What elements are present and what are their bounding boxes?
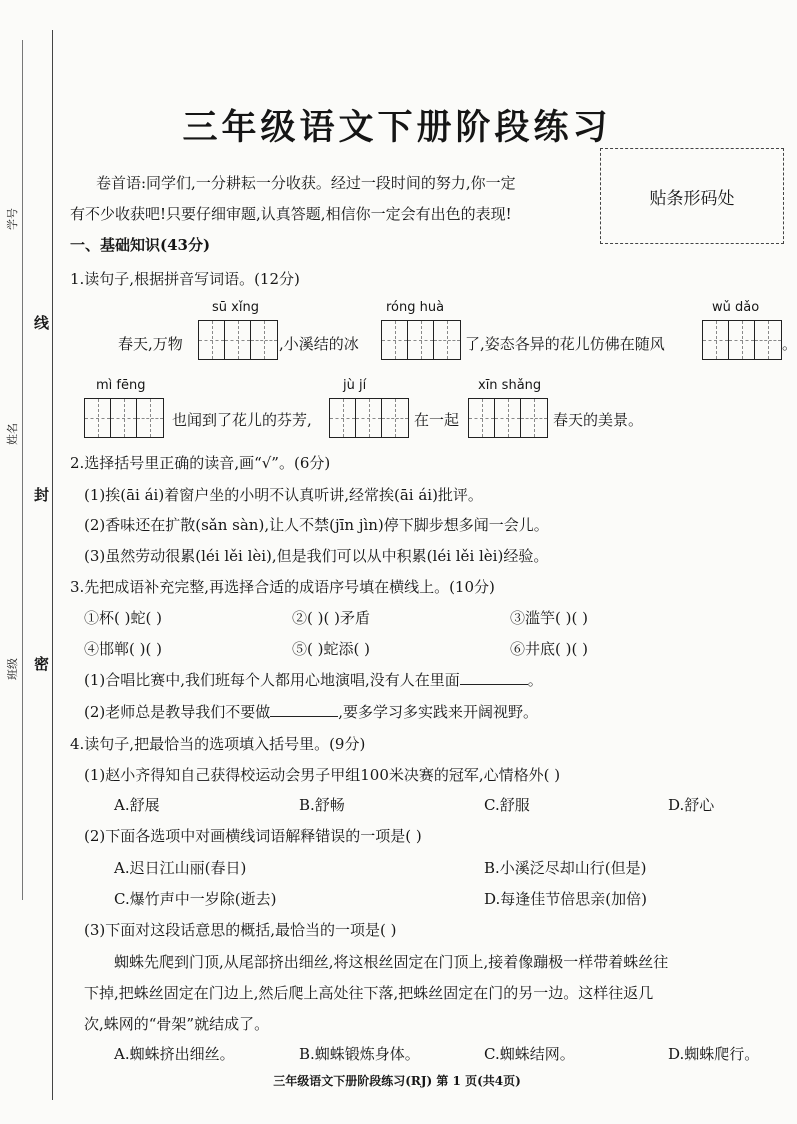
q4-s2-option-c[interactable]: C.爆竹声中一岁除(逝去) [114,890,277,908]
section-heading: 一、基础知识(43分) [70,236,211,254]
q3-sentence-2-text: (2)老师总是教导我们不要做 [84,703,271,721]
barcode-area [600,148,784,244]
pinyin-mifeng: mì fēng [96,378,146,393]
idiom-6[interactable]: ⑥井底( )( ) [510,640,588,658]
answer-grid-5[interactable] [329,398,409,438]
answer-grid-2[interactable] [381,320,461,360]
q4-s2-option-d[interactable]: D.每逢佳节倍思亲(加倍) [484,890,647,908]
q4-s3-option-c[interactable]: C.蜘蛛结网。 [484,1045,575,1063]
q2-prompt: 2.选择括号里正确的读音,画“√”。(6分) [70,454,331,472]
answer-grid-4[interactable] [84,398,164,438]
q2-item-1: (1)挨(āi ái)着窗户坐的小明不认真听讲,经常挨(āi ái)批评。 [84,486,483,504]
seal-char-line: 线 [34,314,50,332]
q2-item-2: (2)香味还在扩散(sǎn sàn),让人不禁(jīn jìn)停下脚步想多闻一会儿。 [84,516,549,534]
pinyin-xinshang: xīn shǎng [478,378,542,393]
answer-grid-1[interactable] [198,320,278,360]
passage-line-2: 下掉,把蛛丝固定在门边上,然后爬上高处往下落,把蛛丝固定在门的另一边。这样往返几 [84,984,654,1002]
q1-text-5: 也闻到了花儿的芬芳, [172,411,312,429]
q1-text-1: 春天,万物 [118,335,183,353]
pinyin-ronghua: róng huà [386,300,445,315]
q4-s1-option-c[interactable]: C.舒服 [484,796,530,814]
passage-line-3: 次,蛛网的“骨架”就结成了。 [84,1015,270,1033]
q1-text-3: 了,姿态各异的花儿仿佛在随风 [465,335,665,353]
q3-sentence-2 [84,701,538,722]
idiom-5[interactable]: ⑤( )蛇添( ) [292,640,370,658]
q4-s1-option-b[interactable]: B.舒畅 [299,796,345,814]
seal-char-seal: 封 [34,486,50,504]
class-label: 班级 [6,658,19,680]
answer-grid-6[interactable] [468,398,548,438]
passage-line-1: 蜘蛛先爬到门顶,从尾部挤出细丝,将这根丝固定在门顶上,接着像蹦极一样带着蛛丝往 [114,953,669,971]
q3-blank-2[interactable] [270,702,338,717]
page-footer: 三年级语文下册阶段练习(RJ) 第 1 页(共4页) [273,1074,521,1088]
q4-s3-option-b[interactable]: B.蜘蛛锻炼身体。 [299,1045,420,1063]
idiom-1[interactable]: ①杯( )蛇( ) [84,609,162,627]
answer-grid-3[interactable] [702,320,782,360]
margin-line-inner [52,30,53,1100]
name-label: 姓名 [6,423,19,445]
q4-sub-2: (2)下面各选项中对画横线词语解释错误的一项是( ) [84,827,422,845]
q1-prompt: 1.读句子,根据拼音写词语。(12分) [70,270,300,288]
intro-line-1: 卷首语:同学们,一分耕耘一分收获。经过一段时间的努力,你一定 [96,174,516,192]
barcode-label: 贴条形码处 [649,188,735,209]
pinyin-susing: sū xǐng [212,300,259,315]
q4-sub-3: (3)下面对这段话意思的概括,最恰当的一项是( ) [84,921,397,939]
q1-text-2: ,小溪结的冰 [279,335,359,353]
q4-s1-option-a[interactable]: A.舒展 [114,796,160,814]
q3-sentence-1-end: 。 [527,671,543,689]
q3-sentence-2-end: ,要多学习多实践来开阔视野。 [338,703,539,721]
q3-prompt: 3.先把成语补充完整,再选择合适的成语序号填在横线上。(10分) [70,578,495,596]
q1-text-4: 。 [782,335,797,353]
q3-sentence-1 [84,669,543,690]
seal-char-secret: 密 [34,655,50,673]
q4-s3-option-a[interactable]: A.蜘蛛挤出细丝。 [114,1045,235,1063]
margin-line-outer [22,40,23,900]
q1-text-6: 在一起 [414,411,460,429]
q3-blank-1[interactable] [460,670,528,685]
pinyin-juji: jù jí [343,378,367,393]
q4-s2-option-b[interactable]: B.小溪泛尽却山行(但是) [484,859,647,877]
student-id-label: 学号 [6,208,19,230]
intro-line-2: 有不少收获吧!只要仔细审题,认真答题,相信你一定会有出色的表现! [70,205,512,223]
idiom-4[interactable]: ④邯郸( )( ) [84,640,162,658]
q3-sentence-1-text: (1)合唱比赛中,我们班每个人都用心地演唱,没有人在里面 [84,671,460,689]
q4-prompt: 4.读句子,把最恰当的选项填入括号里。(9分) [70,735,366,753]
q4-s3-option-d[interactable]: D.蜘蛛爬行。 [668,1045,760,1063]
q4-s2-option-a[interactable]: A.迟日江山丽(春日) [114,859,247,877]
q4-s1-option-d[interactable]: D.舒心 [668,796,715,814]
page-title: 三年级语文下册阶段练习 [182,107,612,148]
idiom-3[interactable]: ③滥竽( )( ) [510,609,588,627]
q2-item-3: (3)虽然劳动很累(léi lěi lèi),但是我们可以从中积累(léi lěi lèi)经验。 [84,547,549,565]
idiom-2[interactable]: ②( )( )矛盾 [292,609,370,627]
q1-text-7: 春天的美景。 [553,411,644,429]
q4-sub-1: (1)赵小齐得知自己获得校运动会男子甲组100米决赛的冠军,心情格外( ) [84,766,561,784]
pinyin-wudao: wǔ dǎo [712,300,760,315]
